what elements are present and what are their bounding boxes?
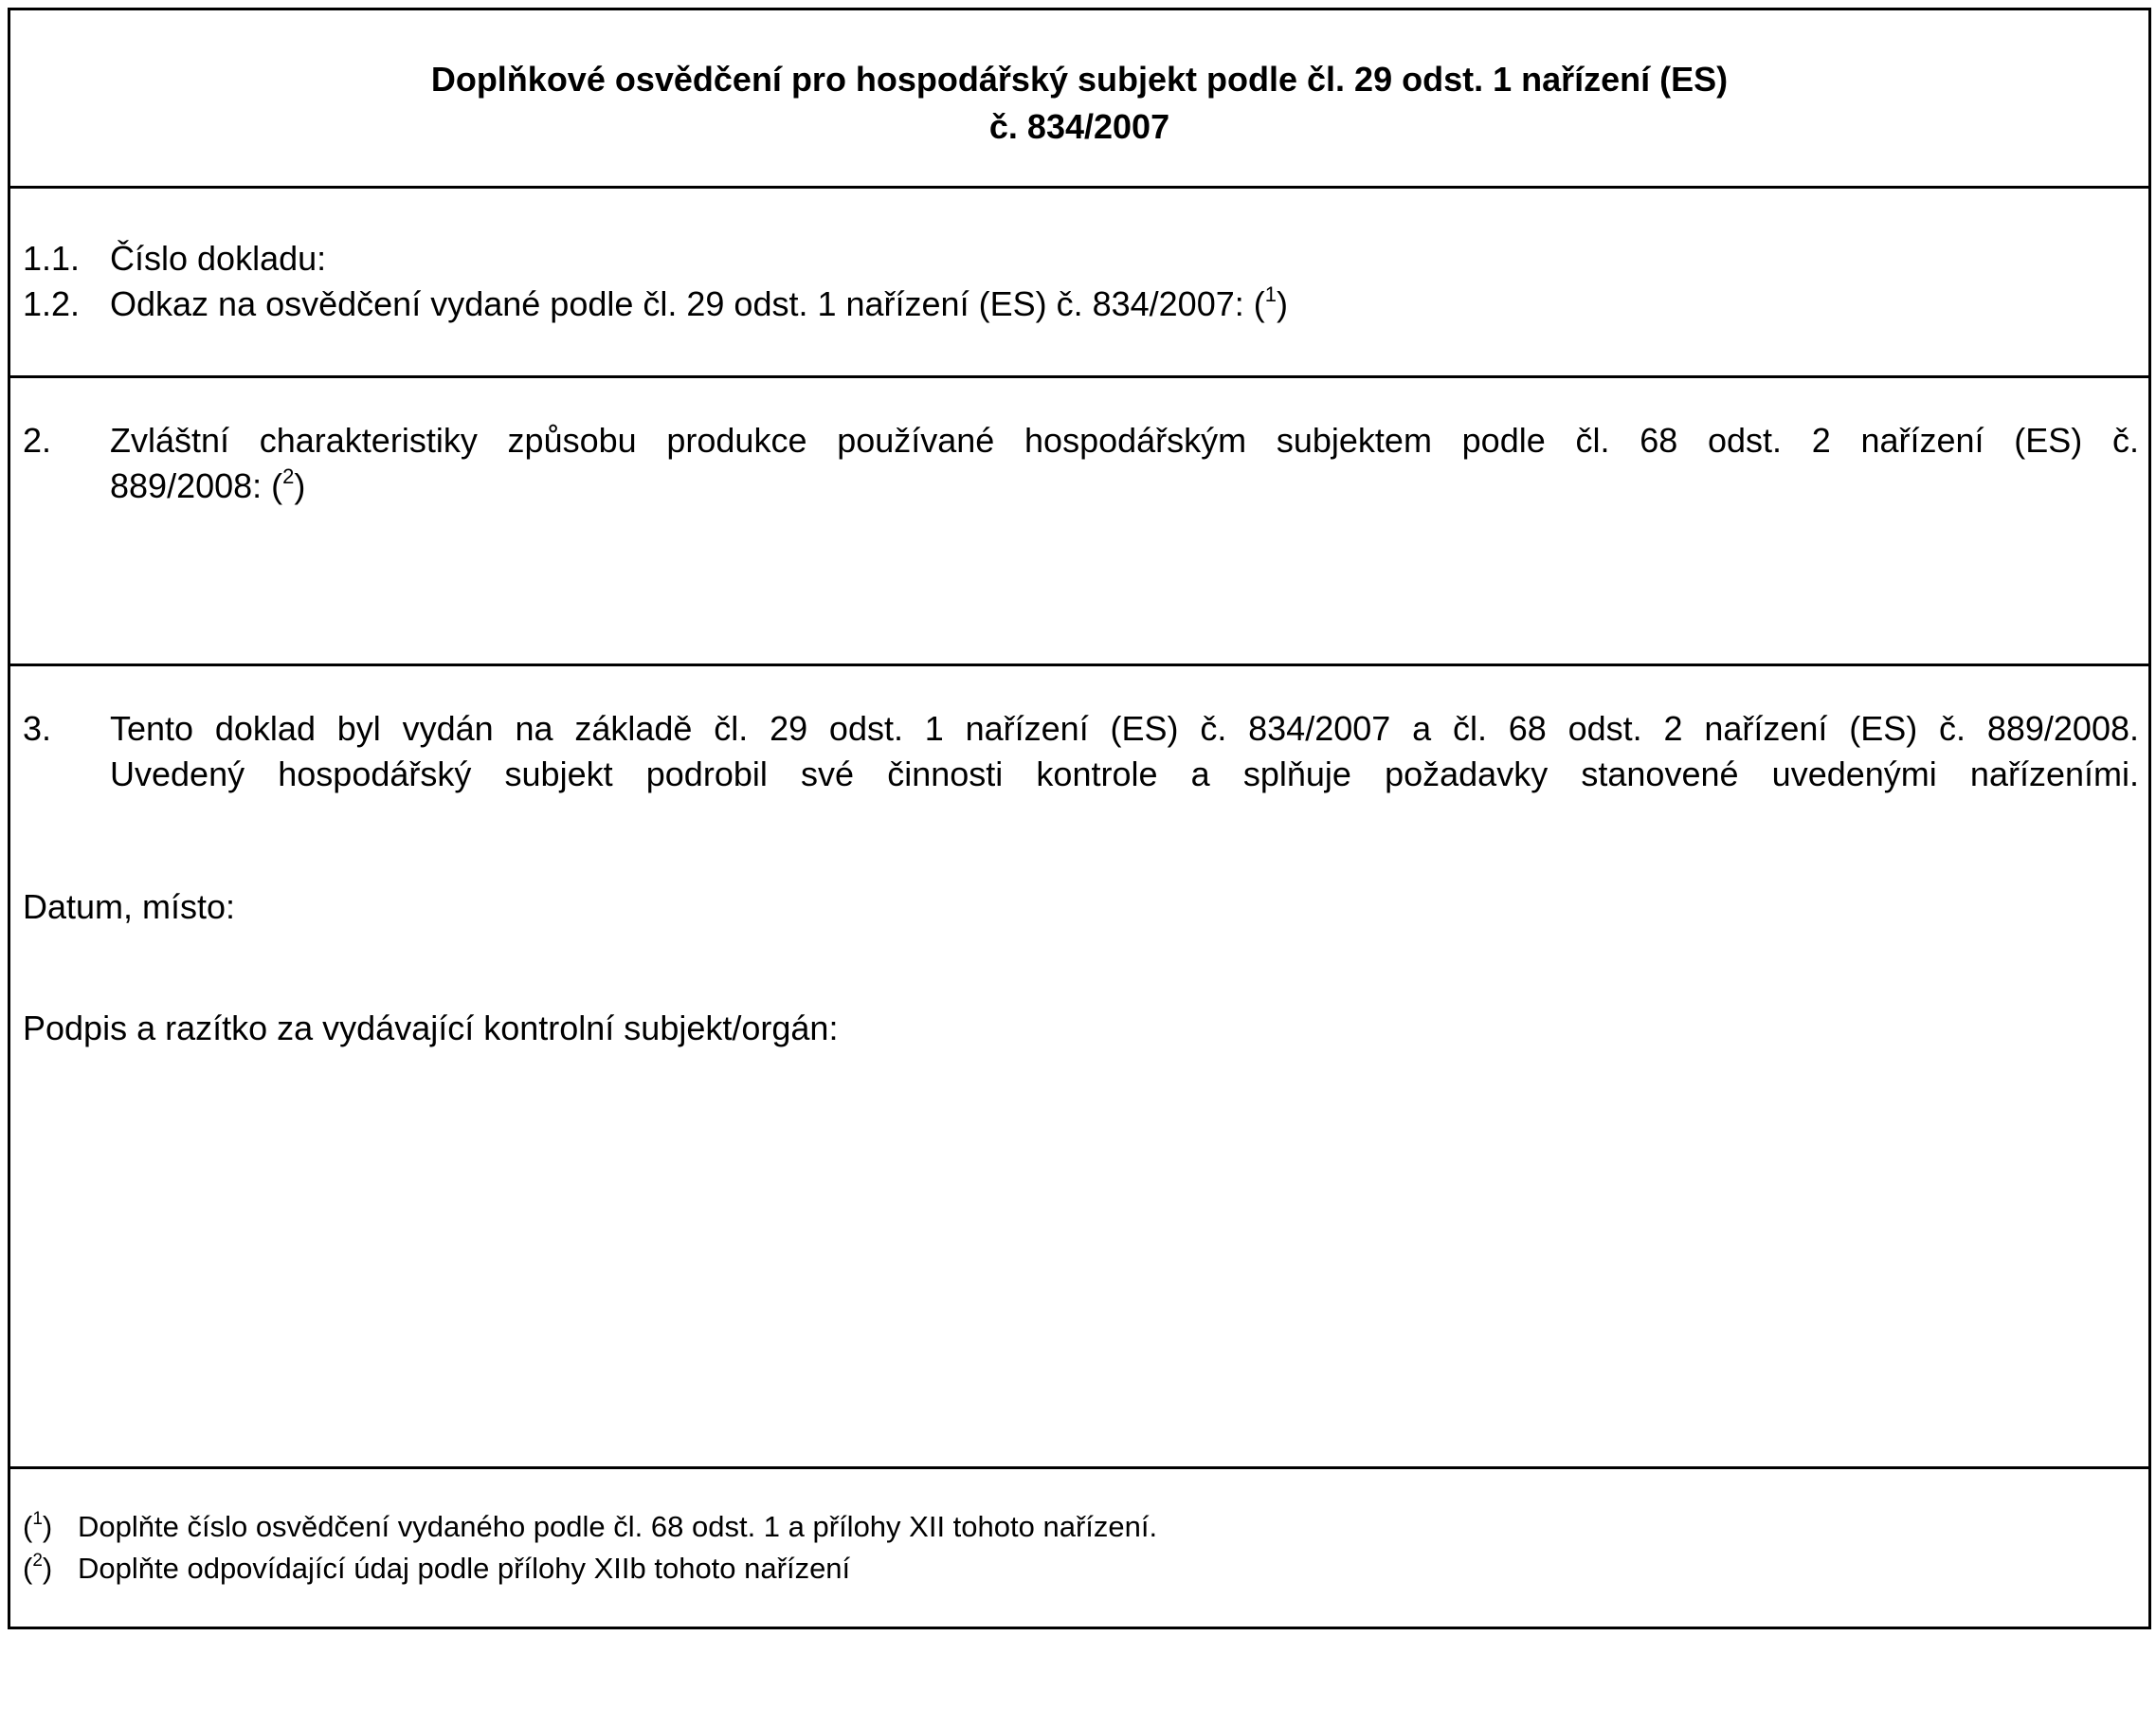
- item-3: [23, 706, 2139, 797]
- item-number: 1.1.: [23, 239, 81, 278]
- item-number: 3.: [23, 709, 52, 748]
- date-place-label: Datum, místo:: [23, 887, 236, 926]
- item-1-1: [23, 236, 2139, 282]
- declaration-line2: Uvedený hospodářský subjekt podrobil své činnosti kontrole a splňuje požadavky stanovené uvedenými nařízeními.: [110, 754, 2139, 793]
- section-production-characteristics: [10, 378, 2148, 666]
- form-title-line1: Doplňkové osvědčení pro hospodářský subjekt podle čl. 29 odst. 1 nařízení (ES): [430, 60, 1729, 99]
- closing-paren: ): [294, 466, 306, 505]
- footnote-ref: 2: [282, 464, 295, 488]
- item-2: [23, 418, 2139, 509]
- form-title-line2: č. 834/2007: [988, 107, 1170, 146]
- signature-stamp-label: Podpis a razítko za vydávající kontrolní subjekt/orgán:: [23, 1009, 839, 1047]
- footnote-ref: 1: [1264, 282, 1277, 306]
- form-title: [10, 56, 2148, 151]
- footnote-text: Doplňte odpovídající údaj podle přílohy XIIb tohoto nařízení: [78, 1552, 851, 1585]
- item-1-2: [23, 282, 2139, 327]
- footnote-mark: 2: [32, 1550, 43, 1571]
- item-number: 1.2.: [23, 284, 81, 323]
- declaration-line1: Tento doklad byl vydán na základě čl. 29 odst. 1 nařízení (ES) č. 834/2007 a čl. 68 odst. 2 nařízení (ES) č. 889/2008.: [110, 709, 2139, 748]
- section-declaration: [10, 666, 2148, 1469]
- footnote-mark: 1: [32, 1508, 43, 1529]
- footnote-2: ($^2$) Doplňte odpovídající údaj podle přílohy XIIb tohoto nařízení: [23, 1549, 2139, 1589]
- closing-paren: ): [1276, 284, 1288, 323]
- item-number: 2.: [23, 421, 52, 460]
- document-number-label: Číslo dokladu:: [110, 239, 327, 278]
- footnote-1: ($^1$) Doplňte číslo osvědčení vydaného podle čl. 68 odst. 1 a přílohy XII tohoto nařízení.: [23, 1507, 2139, 1547]
- footnotes-section: [10, 1469, 2148, 1627]
- section-document-number: [10, 189, 2148, 378]
- production-characteristics-line1: Zvláštní charakteristiky způsobu produkce používané hospodářským subjektem podle čl. 68 odst. 2 nařízení (ES) č.: [110, 421, 2139, 460]
- title-section: [10, 10, 2148, 189]
- certificate-form: [8, 8, 2151, 1629]
- certificate-reference-label: Odkaz na osvědčení vydané podle čl. 29 odst. 1 nařízení (ES) č. 834/2007: (: [110, 284, 1265, 323]
- footnote-text: Doplňte číslo osvědčení vydaného podle čl. 68 odst. 1 a přílohy XII tohoto nařízení.: [78, 1510, 1158, 1543]
- production-characteristics-line2: 889/2008: (: [110, 466, 283, 505]
